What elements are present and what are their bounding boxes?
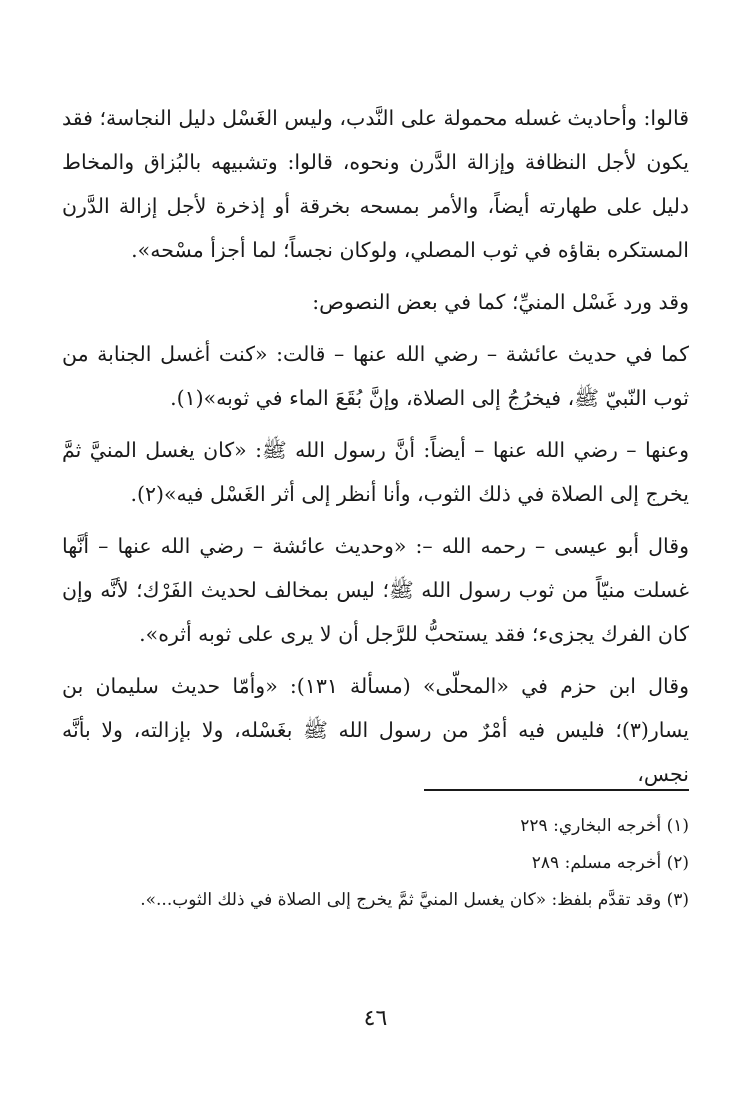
body-paragraph-4: وعنها – رضي الله عنها – أيضاً: أنَّ رسول الله ﷺ: «كان يغسل المنيَّ ثمَّ يخرج إلى الصلاة في ذلك الثوب، وأنا أنظر إلى أثر الغَسْل فيه»(٢). [62, 438, 689, 506]
footnote-1: (١) أخرجه البخاري: ٢٢٩ [520, 816, 689, 836]
footnote-separator [424, 789, 689, 791]
footnote-2: (٢) أخرجه مسلم: ٢٨٩ [531, 853, 689, 873]
body-paragraph-5: وقال أبو عيسى – رحمه الله –: «وحديث عائشة – رضي الله عنها – أنَّها غسلت منيّاً من ثوب رسول الله ﷺ؛ ليس بمخالف لحديث الفَرْك؛ لأنَّه وإن كان الفرك يجزىء؛ فقد يستحبُّ للرَّجل أن لا يرى على ثوبه أثره». [62, 534, 689, 646]
page-number: ٤٦ [363, 1006, 388, 1031]
footnote-3: (٣) وقد تقدَّم بلفظ: «كان يغسل المنيَّ ثمَّ يخرج إلى الصلاة في ذلك الثوب...». [140, 890, 689, 910]
book-page [62, 96, 689, 1064]
footnotes [62, 808, 689, 919]
body-paragraph-6: وقال ابن حزم في «المحلّى» (مسألة ١٣١): «وأمّا حديث سليمان بن يسار(٣)؛ فليس فيه أمْرٌ من رسول الله ﷺ بغَسْله، ولا بإزالته، ولا بأنَّه نجس، [62, 674, 689, 786]
body-paragraph-3: كما في حديث عائشة – رضي الله عنها – قالت: «كنت أغسل الجنابة من ثوب النّبيّ ﷺ، فيخرُجُ إلى الصلاة، وإنَّ بُقَعَ الماء في ثوبه»(١). [62, 342, 689, 410]
body-paragraph-2: وقد ورد غَسْل المنيِّ؛ كما في بعض النصوص: [312, 290, 689, 314]
body-paragraph-1: قالوا: وأحاديث غسله محمولة على النَّدب، وليس الغَسْل دليل النجاسة؛ فقد يكون لأجل النظافة وإزالة الدَّرن ونحوه، قالوا: وتشبيهه بالبُزاق والمخاط دليل على طهارته أيضاً، والأمر بمسحه بخرقة أو إذخرة لأجل إزالة الدَّرن المستكره بقاؤه في ثوب المصلي، ولوكان نجساً؛ لما أجزأ مسْحه». [62, 106, 689, 262]
